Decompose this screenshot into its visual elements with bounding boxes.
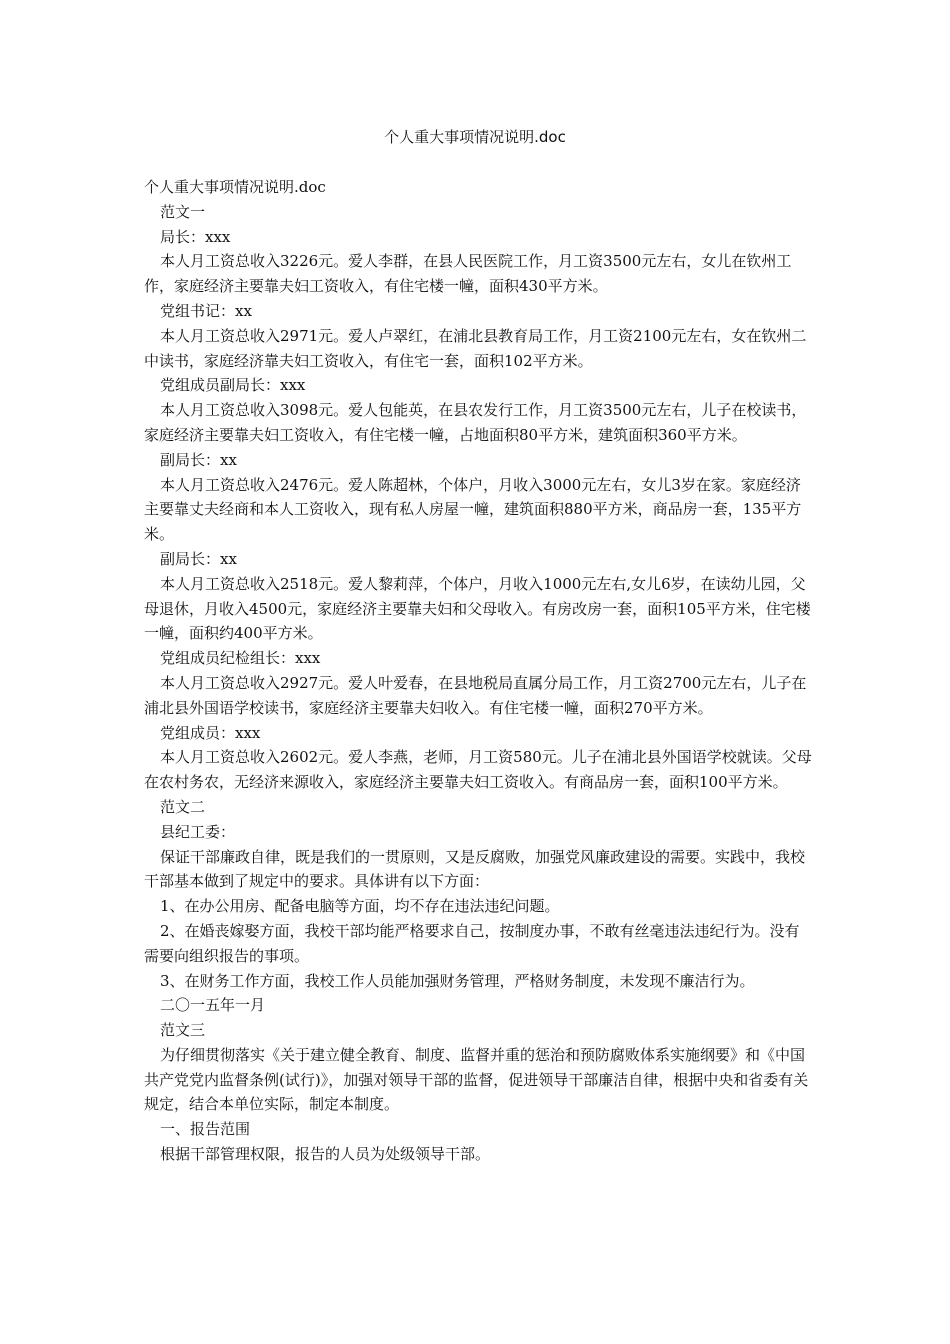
body-paragraph: 本人月工资总收入2518元。爱人黎莉萍，个体户，月收入1000元左右,女儿6岁，在读幼儿园，父母退休，月收入4500元，家庭经济主要靠夫妇和父母收入。有房改房一套，面积105平方米，住宅楼一幢，面积约400平方米。	[144, 574, 811, 643]
body-paragraph: 本人月工资总收入2476元。爱人陈超林，个体户，月收入3000元左右，女儿3岁在家。家庭经济主要靠丈夫经商和本人工资收入，现有私人房屋一幢，建筑面积880平方米，商品房一套，135平方米。	[144, 475, 802, 544]
document-title: 个人重大事项情况说明.doc	[384, 128, 566, 146]
list-item: 3、在财务工作方面，我校工作人员能加强财务管理，严格财务制度，未发现不廉洁行为。	[160, 971, 755, 990]
person-heading: 党组书记：xx	[160, 301, 252, 320]
person-heading: 局长：xxx	[160, 227, 231, 246]
body-paragraph: 本人月工资总收入3226元。爱人李群，在县人民医院工作，月工资3500元左右，女儿在钦州工作，家庭经济主要靠夫妇工资收入，有住宅楼一幢，面积430平方米。	[144, 252, 792, 296]
person-heading: 党组成员：xxx	[160, 723, 261, 742]
body-paragraph: 本人月工资总收入2927元。爱人叶爱春，在县地税局直属分局工作，月工资2700元左右，儿子在浦北县外国语学校读书，家庭经济主要靠夫妇收入。有住宅楼一幢，面积270平方米。	[144, 673, 807, 717]
list-item: 1、在办公用房、配备电脑等方面，均不存在违法违纪问题。	[160, 897, 560, 916]
person-heading: 副局长：xx	[160, 549, 237, 568]
date-line: 二〇一五年一月	[160, 996, 266, 1015]
subsection-heading: 一、报告范围	[160, 1120, 251, 1139]
body-paragraph: 本人月工资总收入3098元。爱人包能英，在县农发行工作，月工资3500元左右，儿子在校读书，家庭经济主要靠夫妇工资收入，有住宅楼一幢，占地面积80平方米，建筑面积360平方米。	[144, 401, 807, 444]
salutation: 县纪工委：	[160, 822, 236, 841]
list-item: 2、在婚丧嫁娶方面，我校干部均能严格要求自己，按制度办事，不敢有丝毫违法违纪行为。没有需要向组织报告的事项。	[144, 921, 800, 965]
document-body	[144, 175, 812, 1167]
body-paragraph: 本人月工资总收入2971元。爱人卢翠红，在浦北县教育局工作，月工资2100元左右，女在钦州二中读书，家庭经济靠夫妇工资收入，有住宅一套，面积102平方米。	[144, 326, 807, 370]
person-heading: 副局长：xx	[160, 450, 237, 469]
person-heading: 党组成员纪检组长：xxx	[160, 649, 321, 668]
section-heading-fanwen-2: 范文二	[160, 797, 206, 816]
section-heading-fanwen-1: 范文一	[160, 202, 206, 221]
body-paragraph: 根据干部管理权限，报告的人员为处级领导干部。	[160, 1145, 491, 1164]
section-heading-fanwen-3: 范文三	[160, 1021, 206, 1040]
body-paragraph: 保证干部廉政自律，既是我们的一贯原则，又是反腐败，加强党风廉政建设的需要。实践中，我校干部基本做到了规定中的要求。具体讲有以下方面：	[144, 847, 806, 891]
body-paragraph: 本人月工资总收入2602元。爱人李燕，老师，月工资580元。儿子在浦北县外国语学校就读。父母在农村务农，无经济来源收入，家庭经济主要靠夫妇工资收入。有商品房一套，面积100平方米。	[144, 748, 812, 792]
person-heading: 党组成员副局长：xxx	[160, 376, 306, 395]
document-heading-line: 个人重大事项情况说明.doc	[144, 178, 326, 196]
body-paragraph: 为仔细贯彻落实《关于建立健全教育、制度、监督并重的惩治和预防腐败体系实施纲要》和《中国共产党党内监督条例(试行)》，加强对领导干部的监督，促进领导干部廉洁自律，根据中央和省委有关规定，结合本单位实际，制定本制度。	[144, 1045, 809, 1114]
